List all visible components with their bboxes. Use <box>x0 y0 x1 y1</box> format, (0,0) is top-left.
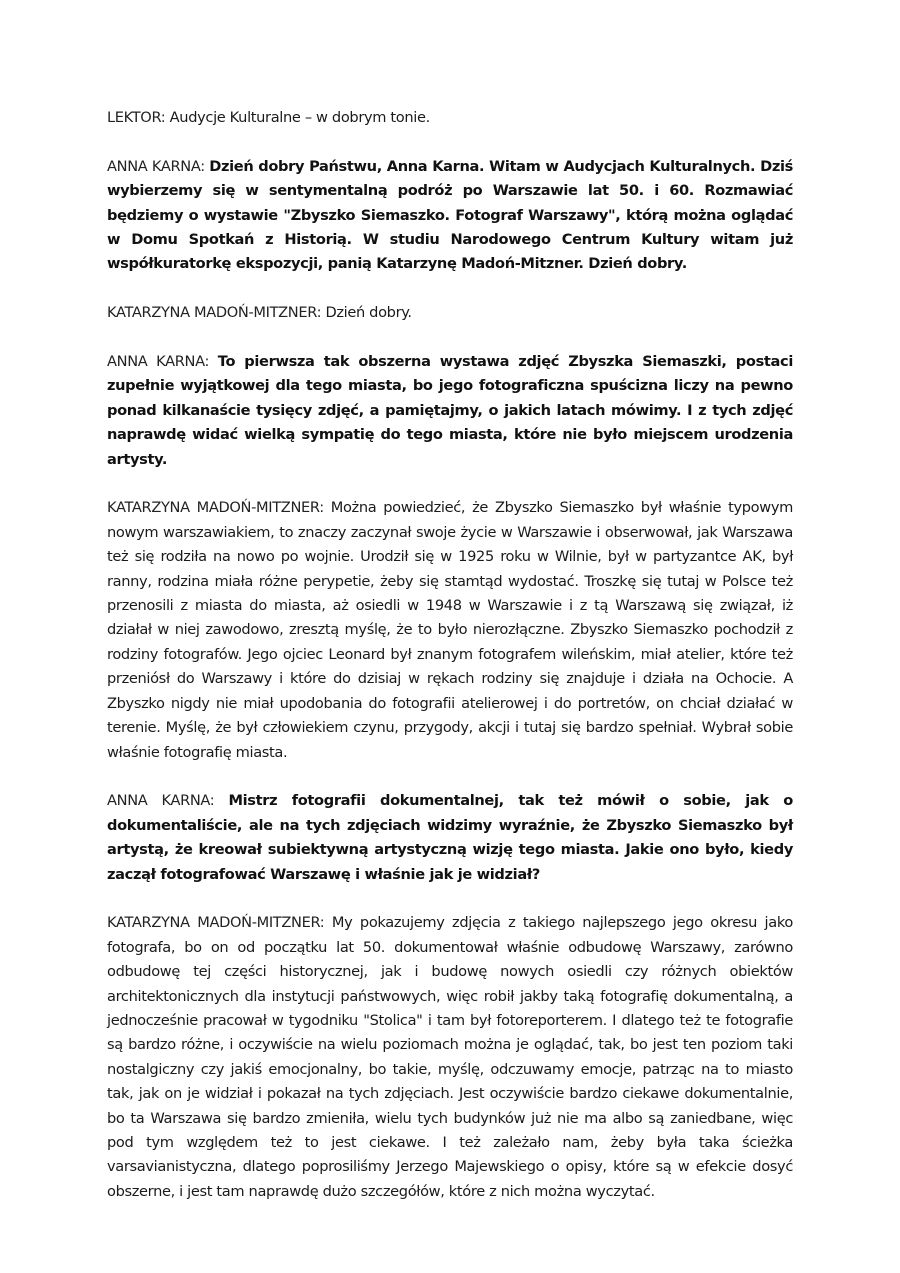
speaker-label: ANNA KARNA: <box>107 157 205 175</box>
paragraph-text: Mistrz fotografii dokumentalnej, tak też mówił o sobie, jak o dokumentaliście, ale na tych zdjęciach widzimy wyraźnie, że Zbyszko Siemaszko był artystą, że kreował subiektywną artystyczną wizję tego miasta. Jakie ono było, kiedy zaczął fotografować Warszawę i właśnie jak je widział? <box>107 792 793 883</box>
paragraph-anna-karna-2 <box>107 350 793 472</box>
paragraph-text: Można powiedzieć, że Zbyszko Siemaszko był właśnie typowym nowym warszawiakiem, to znaczy zaczynał swoje życie w Warszawie i obserwował, jak Warszawa też się rodziła na nowo po wojnie. Urodził się w 1925 roku w Wilnie, był w partyzantce AK, był ranny, rodzina miała różne perypetie, żeby się stamtąd wydostać. Troszkę się tutaj w Polsce też przenosili z miasta do miasta, aż osiedli w 1948 w Warszawie i z tą Warszawą się związał, iż działał w niej zawodowo, zresztą myślę, że to było nierozłączne. Zbyszko Siemaszko pochodził z rodziny fotografów. Jego ojciec Leonard był znanym fotografem wileńskim, miał atelier, które też przeniósł do Warszawy i które do dzisiaj w rękach rodziny się znajduje i działa na Ochocie. A Zbyszko nigdy nie miał upodobania do fotografii atelierowej i do portretów, on chciał działać w terenie. Myślę, że był człowiekiem czynu, przygody, akcji i tutaj się bardzo spełniał. Wybrał sobie właśnie fotografię miasta. <box>107 499 793 761</box>
speaker-label: KATARZYNA MADOŃ-MITZNER: <box>107 499 324 517</box>
paragraph-anna-karna-1 <box>107 155 793 277</box>
paragraph-madon-mitzner-1 <box>107 301 793 325</box>
paragraph-lektor-intro <box>107 106 793 130</box>
speaker-label: ANNA KARNA: <box>107 792 215 810</box>
paragraph-madon-mitzner-3 <box>107 911 793 1204</box>
speaker-label: KATARZYNA MADOŃ-MITZNER: <box>107 914 325 932</box>
speaker-label: ANNA KARNA: <box>107 353 210 371</box>
paragraph-text: Audycje Kulturalne – w dobrym tonie. <box>169 109 430 126</box>
paragraph-text: Dzień dobry. <box>325 304 412 322</box>
speaker-label: LEKTOR: <box>107 109 166 126</box>
paragraph-text: Dzień dobry Państwu, Anna Karna. Witam w Audycjach Kulturalnych. Dziś wybierzemy się w sentymentalną podróż po Warszawie lat 50. i 60. Rozmawiać będziemy o wystawie "Zbyszko Siemaszko. Fotograf Warszawy", którą można oglądać w Domu Spotkań z Historią. W studiu Narodowego Centrum Kultury witam już współkuratorkę ekspozycji, panią Katarzynę Madoń-Mitzner. Dzień dobry. <box>107 157 793 273</box>
paragraph-text: My pokazujemy zdjęcia z takiego najlepszego jego okresu jako fotografa, bo on od początku lat 50. dokumentował właśnie odbudowę Warszawy, zarówno odbudowę tej części historycznej, jak i budowę nowych osiedli czy różnych obiektów architektonicznych dla instytucji państwowych, więc robił jakby taką fotografię dokumentalną, a jednocześnie pracował w tygodniku "Stolica" i tam był fotoreporterem. I dlatego też te fotografie są bardzo różne, i oczywiście na wielu poziomach można je oglądać, tak, bo jest ten poziom taki nostalgiczny czy jakiś emocjonalny, bo takie, myślę, odczuwamy emocje, patrząc na to miasto tak, jak on je widział i pokazał na tych zdjęciach. Jest oczywiście bardzo ciekawe dokumentalnie, bo ta Warszawa się bardzo zmieniła, wielu tych budynków już nie ma albo są zaniedbane, więc pod tym względem też to jest ciekawe. I też zależało nam, żeby była taka ścieżka varsavianistyczna, dlatego poprosiliśmy Jerzego Majewskiego o opisy, które są w efekcie dosyć obszerne, i jest tam naprawdę dużo szczegółów, które z nich można wyczytać. <box>107 914 793 1200</box>
transcript-page <box>107 106 793 1229</box>
paragraph-madon-mitzner-2 <box>107 496 793 764</box>
speaker-label: KATARZYNA MADOŃ-MITZNER: <box>107 304 322 322</box>
paragraph-text: To pierwsza tak obszerna wystawa zdjęć Zbyszka Siemaszki, postaci zupełnie wyjątkowej dla tego miasta, bo jego fotograficzna spuścizna liczy na pewno ponad kilkanaście tysięcy zdjęć, a pamiętajmy, o jakich latach mówimy. I z tych zdjęć naprawdę widać wielką sympatię do tego miasta, które nie było miejscem urodzenia artysty. <box>107 353 793 468</box>
paragraph-anna-karna-3 <box>107 789 793 887</box>
